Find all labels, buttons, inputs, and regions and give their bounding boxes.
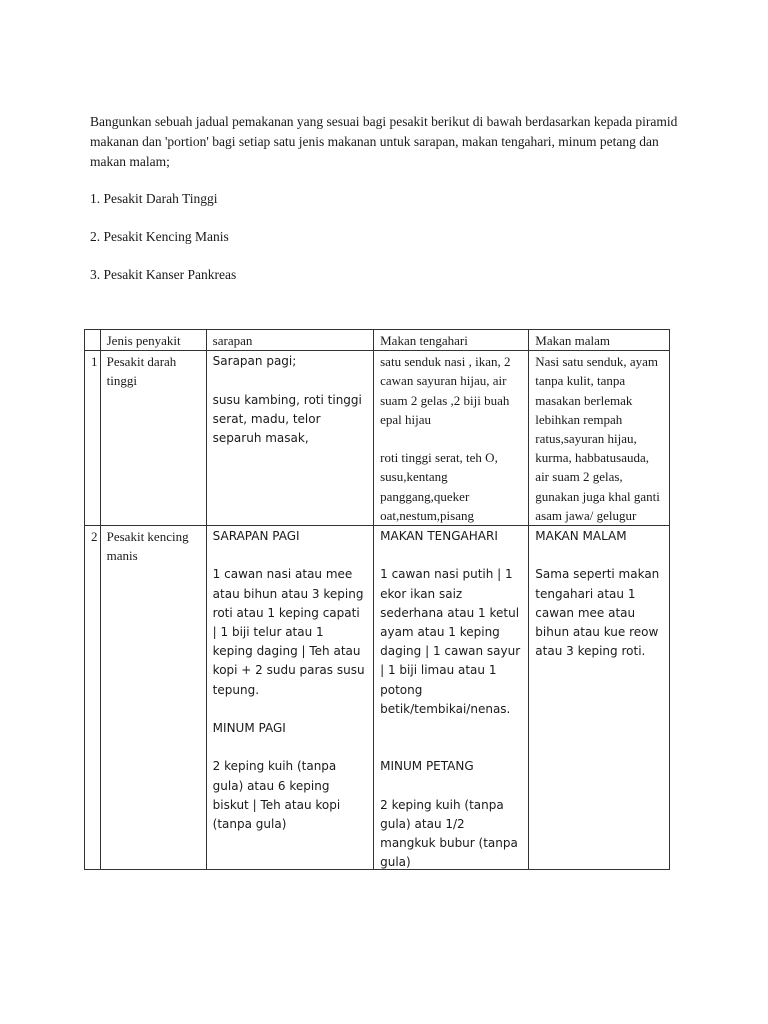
tengahari-text-2: roti tinggi serat, teh O, susu,kentang panggang,queker oat,nestum,pisang <box>380 450 498 523</box>
malam-cell <box>529 351 670 526</box>
table-header-row <box>85 330 670 351</box>
row-number: 1 <box>85 351 101 526</box>
sarapan-title: Sarapan pagi; <box>212 354 297 369</box>
tengahari-cell <box>374 351 529 526</box>
tengahari-body: 1 cawan nasi putih | 1 ekor ikan saiz sederhana atau 1 ketul ayam atau 1 keping daging | 1 cawan sayur | 1 biji limau atau 1 potong betik/tembikai/nenas. <box>380 567 521 716</box>
header-malam: Makan malam <box>529 330 670 351</box>
disease-name: Pesakit darah tinggi <box>100 351 206 526</box>
minum-pagi-body: 2 keping kuih (tanpa gula) atau 6 keping biskut | Teh atau kopi (tanpa gula) <box>212 759 341 832</box>
diet-table <box>84 329 670 870</box>
list-item-2: 2. Pesakit Kencing Manis <box>90 229 229 244</box>
table-row <box>85 526 670 870</box>
malam-body: Sama seperti makan tengahari atau 1 cawan mee atau bihun atau kue reow atau 3 keping roti. <box>535 567 660 659</box>
sarapan-title: SARAPAN PAGI <box>212 529 300 544</box>
intro-paragraph <box>90 112 690 172</box>
minum-pagi-title: MINUM PAGI <box>212 721 286 736</box>
sarapan-body: 1 cawan nasi atau mee atau bihun atau 3 keping roti atau 1 keping capati | 1 biji telur atau 1 keping daging | Teh atau kopi + 2 sudu paras susu tepung. <box>212 567 365 697</box>
instruction-text: Bangunkan sebuah jadual pemakanan yang sesuai bagi pesakit berikut di bawah berdasarkan kepada piramid makanan dan 'portion' bagi setiap satu jenis makanan untuk sarapan, makan tengahari, minum petang dan makan malam; <box>90 114 678 169</box>
sarapan-cell <box>206 351 373 526</box>
header-tengahari: Makan tengahari <box>374 330 529 351</box>
list-item-1: 1. Pesakit Darah Tinggi <box>90 191 218 206</box>
list-item-3: 3. Pesakit Kanser Pankreas <box>90 267 237 282</box>
minum-petang-body: 2 keping kuih (tanpa gula) atau 1/2 mangkuk bubur (tanpa gula) <box>380 797 518 870</box>
malam-cell <box>529 526 670 870</box>
sarapan-body: susu kambing, roti tinggi serat, madu, telor separuh masak, <box>212 392 362 445</box>
tengahari-title: MAKAN TENGAHARI <box>380 529 498 544</box>
row-number: 2 <box>85 526 101 870</box>
sarapan-cell <box>206 526 373 870</box>
header-no <box>85 330 101 351</box>
table-row <box>85 351 670 526</box>
header-sarapan: sarapan <box>206 330 373 351</box>
tengahari-cell <box>374 526 529 870</box>
disease-name: Pesakit kencing manis <box>100 526 206 870</box>
header-jenis: Jenis penyakit <box>100 330 206 351</box>
malam-title: MAKAN MALAM <box>535 529 627 544</box>
tengahari-text-1: satu senduk nasi , ikan, 2 cawan sayuran hijau, air suam 2 gelas ,2 biji buah epal hijau <box>380 354 511 427</box>
minum-petang-title: MINUM PETANG <box>380 759 474 774</box>
malam-text: Nasi satu senduk, ayam tanpa kulit, tanpa masakan berlemak lebihkan rempah ratus,sayuran hijau, kurma, habbatusauda, air suam 2 gelas, gunakan juga khal ganti asam jawa/ gelugur <box>535 354 660 523</box>
